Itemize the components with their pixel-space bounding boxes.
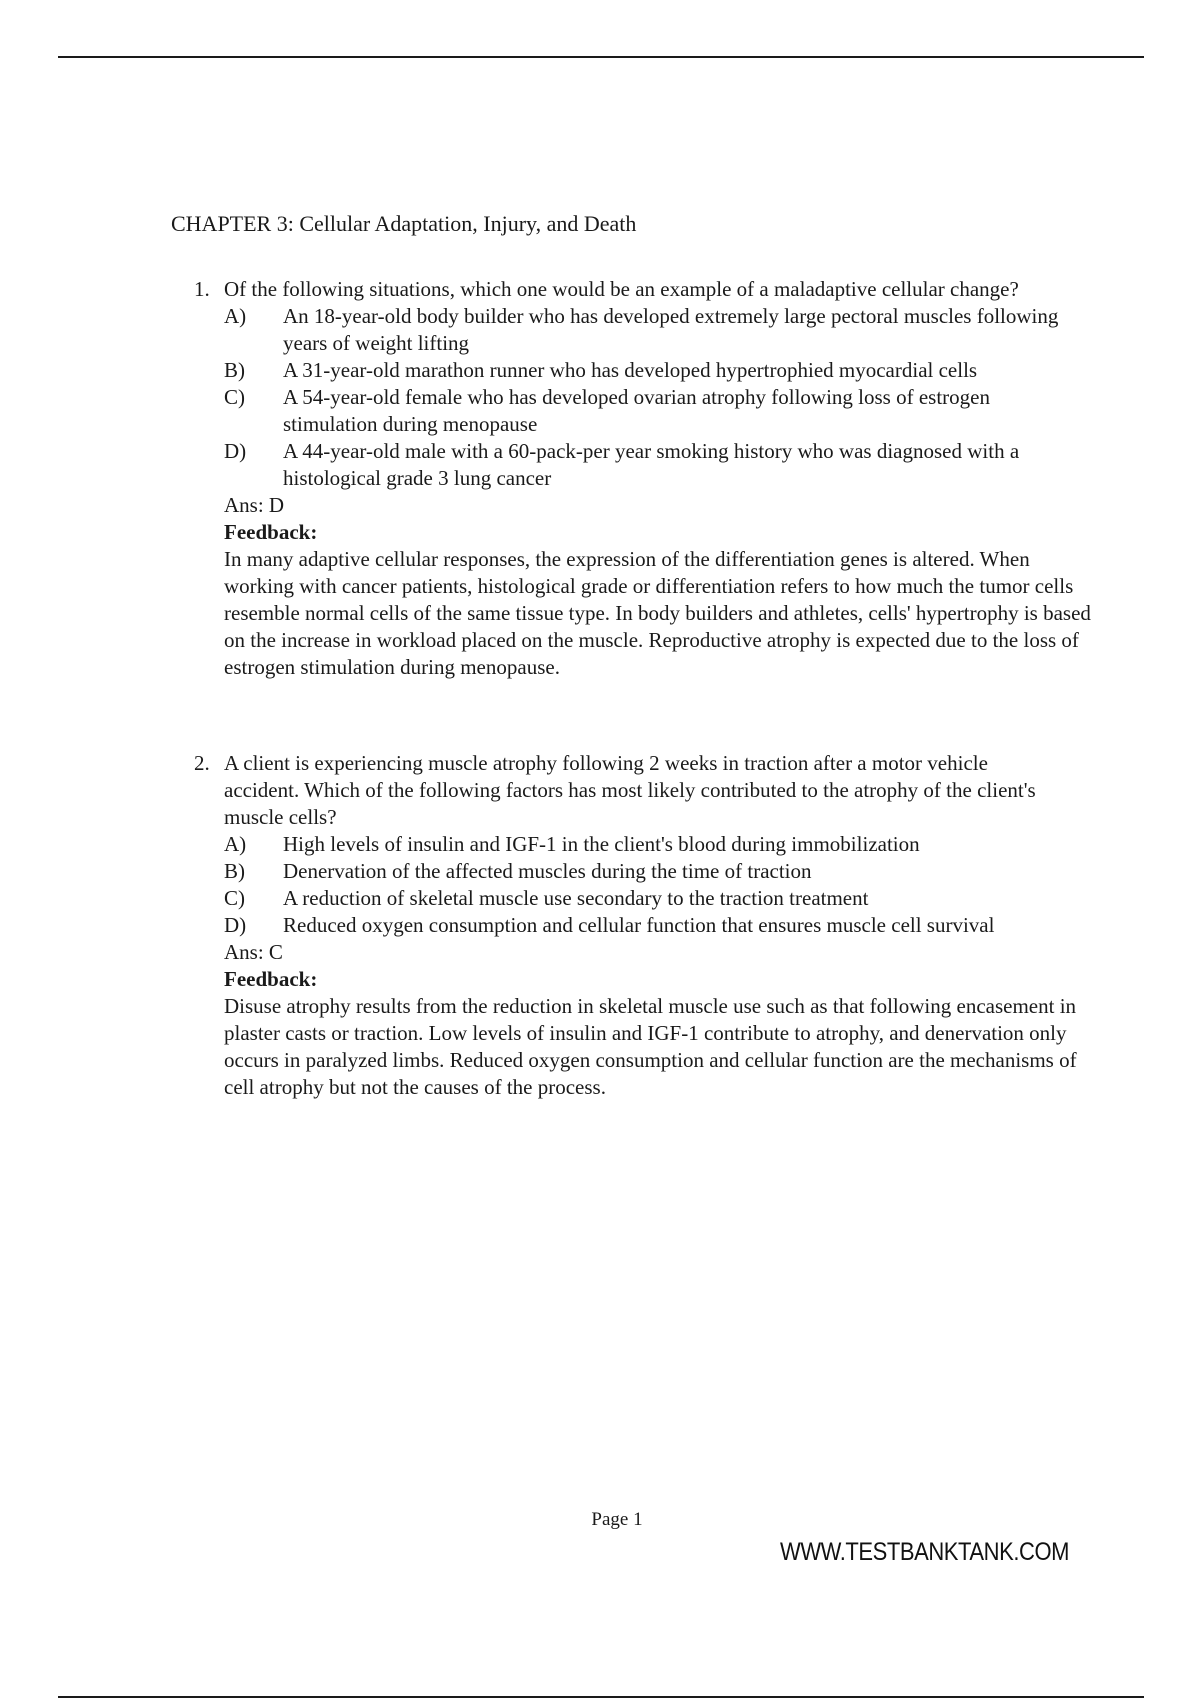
feedback-text: In many adaptive cellular responses, the expression of the differentiation genes is altered. When working with cancer patients, histological grade or differentiation refers to how much the tumor cells resemble normal cells of the same tissue type. In body builders and athletes, cells' hypertrophy is based on the increase in workload placed on the muscle. Reproductive atrophy is expected due to the loss of estrogen stimulation during menopause. [224,547,1091,679]
option-b [224,357,1091,384]
option-letter: D) [224,439,247,463]
option-letter: B) [224,859,245,883]
option-text: A reduction of skeletal muscle use secondary to the traction treatment [283,886,869,910]
site-watermark: WWW.TESTBANKTANK.COM [780,1538,1070,1566]
option-text: High levels of insulin and IGF-1 in the client's blood during immobilization [283,832,920,856]
option-d [224,438,1091,492]
option-c [224,384,1091,438]
question-text: Of the following situations, which one would be an example of a maladaptive cellular change? [224,277,1019,301]
option-letter: D) [224,913,247,937]
question-text: A client is experiencing muscle atrophy following 2 weeks in traction after a motor vehicle accident. Which of the following factors has most likely contributed to the atrophy of the client's muscle cells? [224,751,1036,829]
option-letter: C) [224,385,245,409]
option-d [224,912,1091,939]
question-number: 1. [194,277,210,301]
answer-line: Ans: D [224,493,285,517]
page-number: Page 1 [591,1509,643,1530]
option-text: A 44-year-old male with a 60-pack-per year smoking history who was diagnosed with a histological grade 3 lung cancer [283,439,1020,490]
option-a [224,831,1091,858]
option-text: Denervation of the affected muscles during the time of traction [283,859,812,883]
feedback-label: Feedback: [224,520,318,544]
option-b [224,858,1091,885]
option-text: An 18-year-old body builder who has developed extremely large pectoral muscles following years of weight lifting [283,304,1059,355]
feedback-label: Feedback: [224,967,318,991]
document-body [171,210,1091,1101]
question-2 [194,750,1091,1101]
question-1 [194,276,1091,681]
option-text: A 31-year-old marathon runner who has developed hypertrophied myocardial cells [283,358,978,382]
answer-options [224,303,1091,492]
feedback-text: Disuse atrophy results from the reduction in skeletal muscle use such as that following encasement in plaster casts or traction. Low levels of insulin and IGF-1 contribute to atrophy, and denervation only occurs in paralyzed limbs. Reduced oxygen consumption and cellular function are the mechanisms of cell atrophy but not the causes of the process. [224,994,1077,1099]
option-letter: A) [224,832,247,856]
top-rule [58,56,1144,58]
answer-line: Ans: C [224,940,283,964]
option-c [224,885,1091,912]
question-number: 2. [194,751,210,775]
answer-options [224,831,1091,939]
chapter-title: CHAPTER 3: Cellular Adaptation, Injury, and Death [171,211,637,236]
option-text: A 54-year-old female who has developed ovarian atrophy following loss of estrogen stimulation during menopause [283,385,990,436]
option-letter: C) [224,886,245,910]
bottom-rule [58,1696,1144,1698]
option-letter: A) [224,304,247,328]
option-a [224,303,1091,357]
option-text: Reduced oxygen consumption and cellular function that ensures muscle cell survival [283,913,995,937]
option-letter: B) [224,358,245,382]
